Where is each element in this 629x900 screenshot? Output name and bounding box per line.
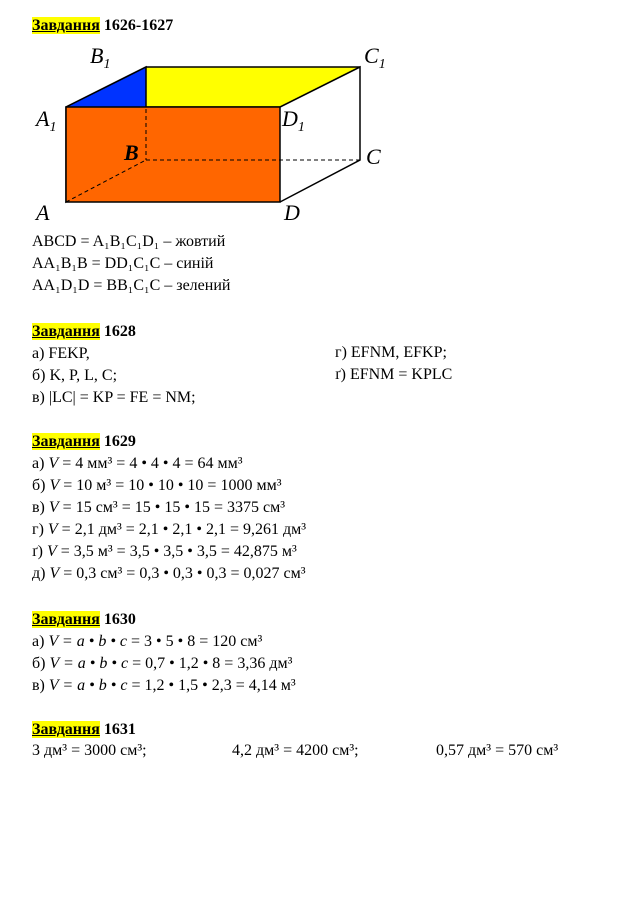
label-b: B bbox=[124, 140, 139, 165]
answer-1629-d: д) V = 0,3 см³ = 0,3 • 0,3 • 0,3 = 0,027 см³ bbox=[32, 565, 306, 582]
task-word-highlight: Завдання bbox=[32, 433, 100, 450]
label-d: D bbox=[284, 200, 300, 225]
task-1626-title bbox=[32, 16, 173, 35]
answer-1628-a: а) FEKP, bbox=[32, 345, 90, 362]
front-face-orange bbox=[66, 107, 280, 202]
cuboid-figure bbox=[28, 40, 386, 225]
label-a: A bbox=[36, 200, 50, 225]
face-line-2: AA₁B₁B = DD₁C₁C – синій bbox=[32, 255, 214, 272]
task-number: 1629 bbox=[99, 433, 136, 450]
answer-1628-gg: ґ) EFNM = KPLC bbox=[335, 366, 453, 383]
task-word-highlight: Завдання bbox=[32, 721, 100, 738]
answer-1630-b: б) V = a • b • c = 0,7 • 1,2 • 8 = 3,36 дм³ bbox=[32, 655, 293, 672]
label-d1: $D_1$ bbox=[282, 106, 305, 135]
answer-1631-2: 4,2 дм³ = 4200 см³; bbox=[232, 742, 359, 759]
answer-1629-gg: ґ) V = 3,5 м³ = 3,5 • 3,5 • 3,5 = 42,875 м³ bbox=[32, 543, 297, 560]
answer-1630-a: а) V = a • b • c = 3 • 5 • 8 = 120 см³ bbox=[32, 633, 263, 650]
answer-1629-v: в) V = 15 см³ = 15 • 15 • 15 = 3375 см³ bbox=[32, 499, 285, 516]
answer-1628-v: в) |LC| = KP = FE = NM; bbox=[32, 389, 196, 406]
label-a1: $A_1$ bbox=[36, 106, 57, 135]
label-c1: $C_1$ bbox=[364, 43, 386, 72]
task-number: 1626-1627 bbox=[99, 17, 174, 34]
answer-1628-g: г) EFNM, EFKP; bbox=[335, 344, 447, 361]
answer-1630-v: в) V = a • b • c = 1,2 • 1,5 • 2,3 = 4,14 м³ bbox=[32, 677, 296, 694]
task-number: 1628 bbox=[99, 323, 136, 340]
answer-1631-1: 3 дм³ = 3000 см³; bbox=[32, 742, 147, 759]
task-word-highlight: Завдання bbox=[32, 611, 100, 628]
task-1630-title bbox=[32, 610, 136, 629]
label-c: C bbox=[366, 144, 381, 169]
task-word-highlight: Завдання bbox=[32, 323, 100, 340]
task-number: 1631 bbox=[99, 721, 136, 738]
answer-1629-g: г) V = 2,1 дм³ = 2,1 • 2,1 • 2,1 = 9,261 дм³ bbox=[32, 521, 307, 538]
task-1631-title bbox=[32, 720, 136, 739]
answer-1628-b: б) K, P, L, C; bbox=[32, 367, 118, 384]
task-word-highlight: Завдання bbox=[32, 17, 100, 34]
face-line-3: AA₁D₁D = BB₁C₁C – зелений bbox=[32, 277, 231, 294]
face-line-1: ABCD = A₁B₁C₁D₁ – жовтий bbox=[32, 233, 226, 250]
answer-1631-3: 0,57 дм³ = 570 см³ bbox=[436, 742, 559, 759]
label-b1: $B_1$ bbox=[90, 43, 111, 72]
task-number: 1630 bbox=[99, 611, 136, 628]
answer-1629-b: б) V = 10 м³ = 10 • 10 • 10 = 1000 мм³ bbox=[32, 477, 282, 494]
answer-1629-a: а) V = 4 мм³ = 4 • 4 • 4 = 64 мм³ bbox=[32, 455, 243, 472]
task-1629-title bbox=[32, 432, 136, 451]
task-1628-title bbox=[32, 322, 136, 341]
